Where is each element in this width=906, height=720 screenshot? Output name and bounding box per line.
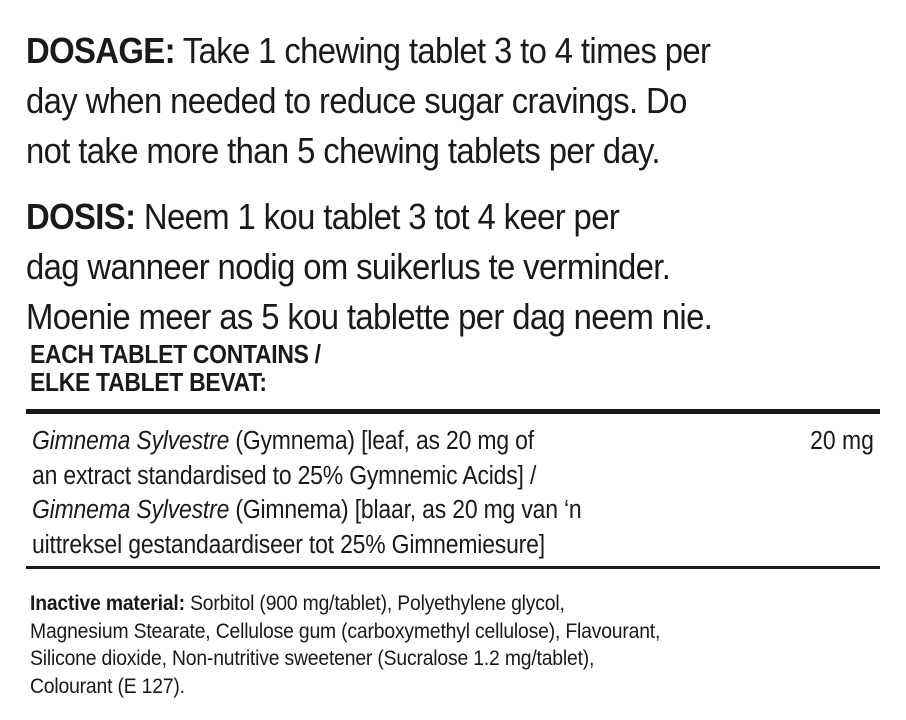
- ingredient-line-3: [32, 493, 770, 528]
- inactive-material-paragraph: [30, 590, 856, 700]
- contains-heading-line-2: ELKE TABLET BEVAT:: [30, 367, 267, 397]
- contains-heading: [30, 340, 646, 396]
- dosage-english-line-1: [26, 26, 882, 76]
- ingredient-amount: 20 mg: [810, 427, 874, 455]
- dosage-english-paragraph: [26, 26, 882, 176]
- ingredient-line-1: [32, 424, 770, 459]
- ingredient-line-2: an extract standardised to 25% Gymnemic Acids] /: [32, 461, 537, 490]
- ingredient-name-afrikaans: Gimnema Sylvestre: [32, 496, 230, 524]
- dosage-afrikaans-text-1: Neem 1 kou tablet 3 tot 4 keer per: [135, 196, 620, 237]
- label-panel: [26, 26, 882, 698]
- dosage-english-label: DOSAGE:: [26, 30, 175, 71]
- dosage-afrikaans-line-2: dag wanneer nodig om suikerlus te verminder.: [26, 246, 671, 287]
- dosage-english-text-1: Take 1 chewing tablet 3 to 4 times per: [174, 30, 711, 71]
- ingredient-divider: [26, 566, 880, 569]
- dosage-afrikaans-line-1: [26, 192, 882, 242]
- inactive-line-3: Silicone dioxide, Non-nutritive sweetener (Sucralose 1.2 mg/tablet),: [30, 646, 595, 670]
- ingredient-line-1-rest: (Gymnema) [leaf, as 20 mg of: [229, 427, 534, 455]
- dosage-english-line-3: not take more than 5 chewing tablets per day.: [26, 130, 660, 171]
- dosage-afrikaans-paragraph: [26, 192, 882, 342]
- inactive-line-1-rest: Sorbitol (900 mg/tablet), Polyethylene glycol,: [184, 591, 565, 615]
- inactive-label: Inactive material:: [30, 591, 185, 615]
- ingredient-description: [32, 424, 770, 562]
- inactive-line-4: Colourant (E 127).: [30, 673, 185, 698]
- ingredient-line-3-rest: (Gimnema) [blaar, as 20 mg van ‘n: [229, 496, 582, 524]
- dosage-afrikaans-label: DOSIS:: [26, 196, 136, 237]
- ingredient-line-4: uittreksel gestandaardiseer tot 25% Gimnemiesure]: [32, 530, 545, 559]
- ingredient-name-english: Gimnema Sylvestre: [32, 427, 230, 455]
- inactive-line-2: Magnesium Stearate, Cellulose gum (carboxymethyl cellulose), Flavourant,: [30, 618, 661, 643]
- inactive-line-1: [30, 590, 856, 618]
- dosage-english-line-2: day when needed to reduce sugar cravings. Do: [26, 80, 687, 121]
- dosage-afrikaans-line-3: Moenie meer as 5 kou tablette per dag neem nie.: [26, 296, 713, 337]
- contains-heading-line-1: EACH TABLET CONTAINS /: [30, 339, 321, 369]
- heading-divider: [26, 409, 880, 414]
